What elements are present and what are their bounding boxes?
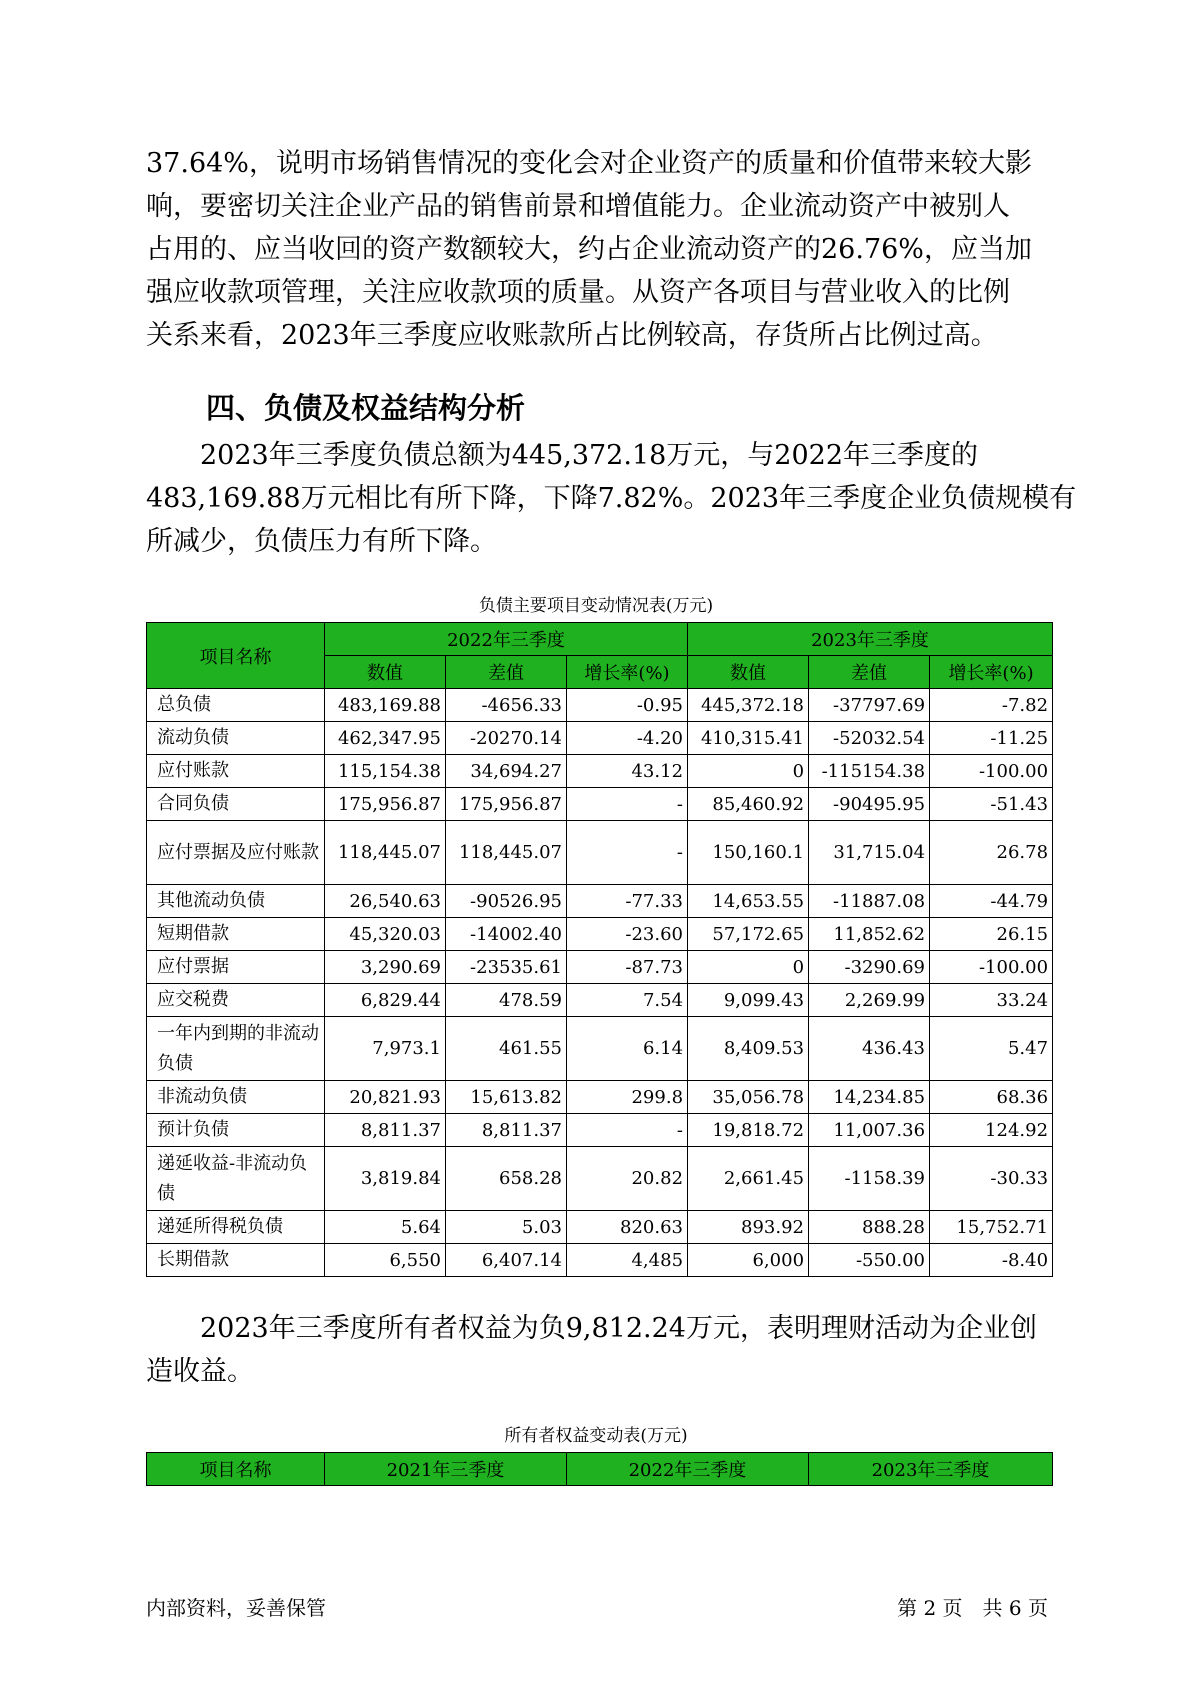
text-line: 造收益。 bbox=[146, 1356, 254, 1387]
table-cell: 893.92 bbox=[688, 1211, 809, 1244]
table-cell: 436.43 bbox=[809, 1017, 930, 1081]
row-item-name: 应付票据 bbox=[147, 951, 325, 984]
table-row bbox=[147, 1114, 1053, 1147]
table-cell: 6,829.44 bbox=[325, 984, 446, 1017]
sub-header: 增长率(%) bbox=[930, 656, 1053, 689]
text-line: 占用的、应当收回的资产数额较大，约占企业流动资产的26.76%，应当加 bbox=[146, 234, 1032, 265]
table-cell: 6,550 bbox=[325, 1244, 446, 1277]
table-row bbox=[147, 1147, 1053, 1211]
text-line: 483,169.88万元相比有所下降，下降7.82%。2023年三季度企业负债规模有 bbox=[146, 483, 1077, 514]
table-cell: 299.8 bbox=[567, 1081, 688, 1114]
table-cell: 658.28 bbox=[446, 1147, 567, 1211]
table-cell: 8,811.37 bbox=[446, 1114, 567, 1147]
text-line: 所减少，负债压力有所下降。 bbox=[146, 526, 497, 557]
table-cell: 2,269.99 bbox=[809, 984, 930, 1017]
footer-page-number: 第 2 页 共 6 页 bbox=[897, 1596, 1048, 1620]
table-cell: -14002.40 bbox=[446, 918, 567, 951]
table-cell: -37797.69 bbox=[809, 689, 930, 722]
table-cell: -11887.08 bbox=[809, 885, 930, 918]
table-cell: - bbox=[567, 788, 688, 821]
liability-paragraph bbox=[146, 434, 1077, 563]
table-row bbox=[147, 1211, 1053, 1244]
table-cell: 14,653.55 bbox=[688, 885, 809, 918]
table-cell: 6,407.14 bbox=[446, 1244, 567, 1277]
table-cell: 8,811.37 bbox=[325, 1114, 446, 1147]
table-row bbox=[147, 984, 1053, 1017]
table-cell: 57,172.65 bbox=[688, 918, 809, 951]
sub-header: 数值 bbox=[325, 656, 446, 689]
table-cell: 0 bbox=[688, 755, 809, 788]
table-cell: 35,056.78 bbox=[688, 1081, 809, 1114]
row-item-name: 短期借款 bbox=[147, 918, 325, 951]
table-cell: 26.78 bbox=[930, 821, 1053, 885]
table-cell: -20270.14 bbox=[446, 722, 567, 755]
table-cell: 6,000 bbox=[688, 1244, 809, 1277]
table-cell: -30.33 bbox=[930, 1147, 1053, 1211]
sub-header: 差值 bbox=[809, 656, 930, 689]
table-cell: -100.00 bbox=[930, 755, 1053, 788]
table-cell: -11.25 bbox=[930, 722, 1053, 755]
col-header-name: 项目名称 bbox=[147, 623, 325, 689]
table-cell: 478.59 bbox=[446, 984, 567, 1017]
table-cell: -44.79 bbox=[930, 885, 1053, 918]
table-cell: 0 bbox=[688, 951, 809, 984]
table-cell: -23535.61 bbox=[446, 951, 567, 984]
table-cell: 118,445.07 bbox=[325, 821, 446, 885]
table-cell: 175,956.87 bbox=[446, 788, 567, 821]
section-heading: 四、负债及权益结构分析 bbox=[206, 391, 526, 425]
table-cell: -4.20 bbox=[567, 722, 688, 755]
row-item-name: 应付账款 bbox=[147, 755, 325, 788]
row-item-name: 流动负债 bbox=[147, 722, 325, 755]
row-item-name: 合同负债 bbox=[147, 788, 325, 821]
table-cell: -100.00 bbox=[930, 951, 1053, 984]
row-item-name: 其他流动负债 bbox=[147, 885, 325, 918]
table-row bbox=[147, 1017, 1053, 1081]
table-cell: -8.40 bbox=[930, 1244, 1053, 1277]
sub-header: 数值 bbox=[688, 656, 809, 689]
row-item-name: 递延所得税负债 bbox=[147, 1211, 325, 1244]
table-cell: -1158.39 bbox=[809, 1147, 930, 1211]
row-item-name: 应交税费 bbox=[147, 984, 325, 1017]
liability-table-body bbox=[147, 689, 1053, 1277]
text-line: 响，要密切关注企业产品的销售前景和增值能力。企业流动资产中被别人 bbox=[146, 191, 1010, 222]
table-cell: -0.95 bbox=[567, 689, 688, 722]
table-row bbox=[147, 788, 1053, 821]
table-cell: 3,819.84 bbox=[325, 1147, 446, 1211]
equity-paragraph bbox=[146, 1307, 1046, 1393]
intro-paragraph bbox=[146, 142, 1046, 357]
table-cell: 26,540.63 bbox=[325, 885, 446, 918]
table-cell: 410,315.41 bbox=[688, 722, 809, 755]
table-cell: 461.55 bbox=[446, 1017, 567, 1081]
table-cell: -115154.38 bbox=[809, 755, 930, 788]
equity-header: 2022年三季度 bbox=[567, 1453, 809, 1486]
row-item-name: 应付票据及应付账款 bbox=[147, 821, 325, 885]
table-cell: 14,234.85 bbox=[809, 1081, 930, 1114]
table-cell: 9,099.43 bbox=[688, 984, 809, 1017]
table-cell: 19,818.72 bbox=[688, 1114, 809, 1147]
table-cell: -87.73 bbox=[567, 951, 688, 984]
table-row bbox=[147, 918, 1053, 951]
table-row bbox=[147, 755, 1053, 788]
table-row bbox=[147, 885, 1053, 918]
sub-header: 差值 bbox=[446, 656, 567, 689]
table-cell: 85,460.92 bbox=[688, 788, 809, 821]
table-cell: - bbox=[567, 1114, 688, 1147]
table-row bbox=[147, 1244, 1053, 1277]
table-cell: 5.03 bbox=[446, 1211, 567, 1244]
table-cell: 462,347.95 bbox=[325, 722, 446, 755]
footer-confidential: 内部资料，妥善保管 bbox=[146, 1596, 326, 1620]
table-cell: - bbox=[567, 821, 688, 885]
table-cell: 45,320.03 bbox=[325, 918, 446, 951]
table-cell: 483,169.88 bbox=[325, 689, 446, 722]
text-line: 关系来看，2023年三季度应收账款所占比例较高，存货所占比例过高。 bbox=[146, 320, 998, 351]
text-line: 2023年三季度所有者权益为负9,812.24万元，表明理财活动为企业创 bbox=[146, 1313, 1037, 1344]
table-cell: 6.14 bbox=[567, 1017, 688, 1081]
table-cell: 26.15 bbox=[930, 918, 1053, 951]
row-item-name: 长期借款 bbox=[147, 1244, 325, 1277]
table-cell: -52032.54 bbox=[809, 722, 930, 755]
table-cell: 4,485 bbox=[567, 1244, 688, 1277]
table-cell: -550.00 bbox=[809, 1244, 930, 1277]
table-cell: 20,821.93 bbox=[325, 1081, 446, 1114]
text-line: 2023年三季度负债总额为445,372.18万元，与2022年三季度的 bbox=[146, 440, 979, 471]
table-row bbox=[147, 722, 1053, 755]
row-item-name: 预计负债 bbox=[147, 1114, 325, 1147]
group-header-2022: 2022年三季度 bbox=[325, 623, 688, 656]
table-cell: 118,445.07 bbox=[446, 821, 567, 885]
equity-header: 项目名称 bbox=[147, 1453, 325, 1486]
table-cell: 33.24 bbox=[930, 984, 1053, 1017]
table-cell: 68.36 bbox=[930, 1081, 1053, 1114]
equity-header: 2023年三季度 bbox=[809, 1453, 1053, 1486]
table-cell: 5.47 bbox=[930, 1017, 1053, 1081]
table-cell: 11,007.36 bbox=[809, 1114, 930, 1147]
table-row bbox=[147, 1081, 1053, 1114]
table-cell: -90526.95 bbox=[446, 885, 567, 918]
table-cell: 8,409.53 bbox=[688, 1017, 809, 1081]
row-item-name: 一年内到期的非流动负债 bbox=[147, 1017, 325, 1081]
row-item-name: 非流动负债 bbox=[147, 1081, 325, 1114]
table-cell: 124.92 bbox=[930, 1114, 1053, 1147]
table-cell: 15,752.71 bbox=[930, 1211, 1053, 1244]
table-cell: 43.12 bbox=[567, 755, 688, 788]
table-cell: -90495.95 bbox=[809, 788, 930, 821]
table-cell: 445,372.18 bbox=[688, 689, 809, 722]
table-cell: -3290.69 bbox=[809, 951, 930, 984]
table-row bbox=[147, 821, 1053, 885]
table-cell: -23.60 bbox=[567, 918, 688, 951]
table-cell: 7.54 bbox=[567, 984, 688, 1017]
table-row bbox=[147, 689, 1053, 722]
liability-table bbox=[146, 622, 1053, 1277]
table-cell: 34,694.27 bbox=[446, 755, 567, 788]
table-cell: 20.82 bbox=[567, 1147, 688, 1211]
text-line: 强应收款项管理，关注应收款项的质量。从资产各项目与营业收入的比例 bbox=[146, 277, 1010, 308]
table-cell: -51.43 bbox=[930, 788, 1053, 821]
table-cell: 2,661.45 bbox=[688, 1147, 809, 1211]
table-cell: 820.63 bbox=[567, 1211, 688, 1244]
table-cell: -7.82 bbox=[930, 689, 1053, 722]
table-cell: 31,715.04 bbox=[809, 821, 930, 885]
sub-header: 增长率(%) bbox=[567, 656, 688, 689]
row-item-name: 总负债 bbox=[147, 689, 325, 722]
table-cell: 888.28 bbox=[809, 1211, 930, 1244]
table-row bbox=[147, 951, 1053, 984]
table-cell: -4656.33 bbox=[446, 689, 567, 722]
group-header-2023: 2023年三季度 bbox=[688, 623, 1053, 656]
liability-table-caption: 负债主要项目变动情况表(万元) bbox=[478, 596, 714, 616]
table-cell: 150,160.1 bbox=[688, 821, 809, 885]
equity-header: 2021年三季度 bbox=[325, 1453, 567, 1486]
table-cell: 15,613.82 bbox=[446, 1081, 567, 1114]
table-cell: 3,290.69 bbox=[325, 951, 446, 984]
table-cell: 5.64 bbox=[325, 1211, 446, 1244]
table-cell: 115,154.38 bbox=[325, 755, 446, 788]
row-item-name: 递延收益-非流动负债 bbox=[147, 1147, 325, 1211]
table-cell: -77.33 bbox=[567, 885, 688, 918]
equity-table-caption: 所有者权益变动表(万元) bbox=[504, 1426, 688, 1446]
table-cell: 175,956.87 bbox=[325, 788, 446, 821]
equity-table bbox=[146, 1452, 1053, 1486]
table-cell: 7,973.1 bbox=[325, 1017, 446, 1081]
text-line: 37.64%，说明市场销售情况的变化会对企业资产的质量和价值带来较大影 bbox=[146, 148, 1032, 179]
table-cell: 11,852.62 bbox=[809, 918, 930, 951]
